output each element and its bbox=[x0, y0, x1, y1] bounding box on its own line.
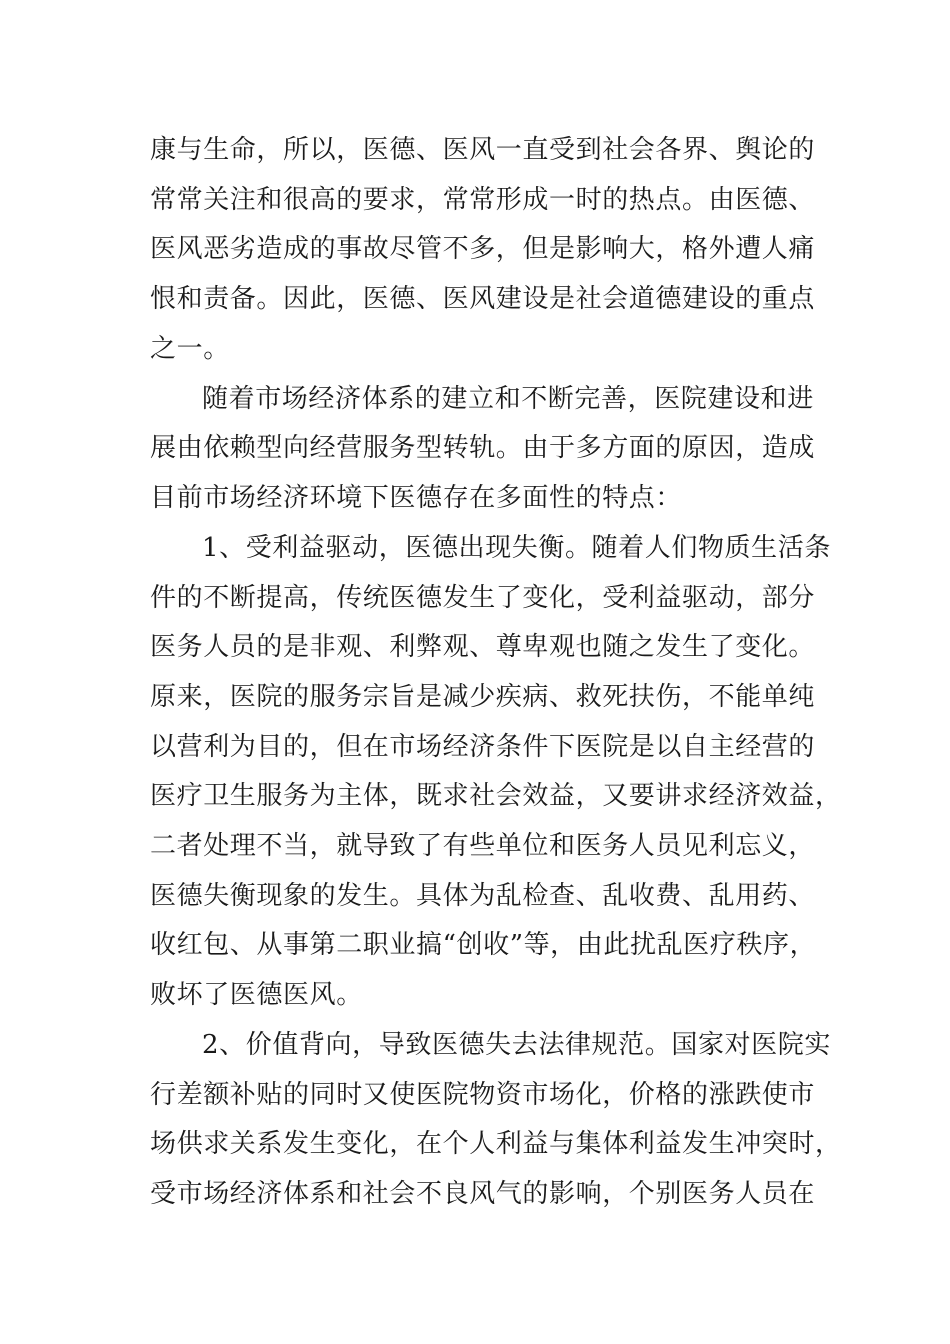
text-line: 败坏了医德医风。 bbox=[150, 980, 363, 1010]
text-line: 场供求关系发生变化，在个人利益与集体利益发生冲突时， bbox=[150, 1129, 842, 1159]
text-line: 医风恶劣造成的事故尽管不多，但是影响大，格外遭人痛 bbox=[150, 234, 816, 264]
text-line: 康与生命，所以，医德、医风一直受到社会各界、舆论的 bbox=[150, 135, 816, 165]
text-line: 医务人员的是非观、利弊观、尊卑观也随之发生了变化。 bbox=[150, 632, 816, 662]
paragraph-first-line: 2、价值背向，导致医德失去法律规范。国家对医院实 bbox=[202, 1030, 831, 1060]
text-line: 展由依赖型向经营服务型转轨。由于多方面的原因，造成 bbox=[150, 433, 816, 463]
paragraph-first-line: 随着市场经济体系的建立和不断完善，医院建设和进 bbox=[202, 384, 814, 414]
text-line: 行差额补贴的同时又使医院物资市场化，价格的涨跌使市 bbox=[150, 1080, 816, 1110]
text-line: 目前市场经济环境下医德存在多面性的特点： bbox=[150, 483, 683, 513]
text-line: 件的不断提高，传统医德发生了变化，受利益驱动，部分 bbox=[150, 583, 816, 613]
text-line: 受市场经济体系和社会不良风气的影响，个别医务人员在 bbox=[150, 1179, 816, 1209]
text-line: 二者处理不当，就导致了有些单位和医务人员见利忘义， bbox=[150, 831, 816, 861]
text-line: 原来，医院的服务宗旨是减少疾病、救死扶伤，不能单纯 bbox=[150, 682, 816, 712]
text-line: 收红包、从事第二职业搞“创收”等，由此扰乱医疗秩序， bbox=[150, 930, 817, 960]
paragraph-first-line: 1、受利益驱动，医德出现失衡。随着人们物质生活条 bbox=[202, 533, 831, 563]
text-line: 恨和责备。因此，医德、医风建设是社会道德建设的重点 bbox=[150, 284, 816, 314]
text-line: 常常关注和很高的要求，常常形成一时的热点。由医德、 bbox=[150, 185, 816, 215]
text-line: 之一。 bbox=[150, 334, 230, 364]
text-line: 医疗卫生服务为主体，既求社会效益，又要讲求经济效益， bbox=[150, 781, 842, 811]
text-line: 以营利为目的，但在市场经济条件下医院是以自主经营的 bbox=[150, 732, 816, 762]
text-line: 医德失衡现象的发生。具体为乱检查、乱收费、乱用药、 bbox=[150, 881, 816, 911]
